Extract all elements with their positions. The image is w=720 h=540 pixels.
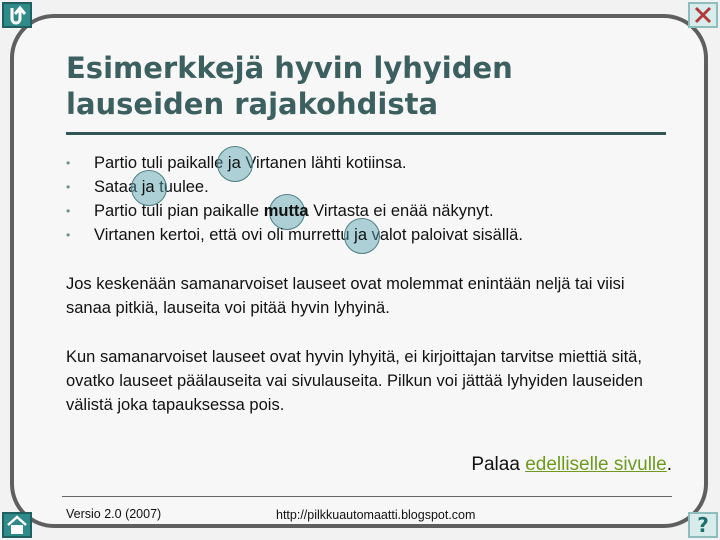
back-button[interactable]	[2, 2, 32, 28]
bullet-text: Virtanen kertoi, että ovi oli murrettu	[94, 226, 355, 244]
close-button[interactable]	[688, 2, 718, 28]
home-icon	[6, 515, 28, 535]
version-label: Versio 2.0 (2007)	[66, 507, 162, 521]
explanation-paragraph: Kun samanarvoiset lauseet ovat hyvin lyhyitä, ei kirjoittajan tarvitse miettiä sitä, ovatko lauseet päälauseita vai sivulauseita. Pilkun voi jättää lyhyiden lauseiden välistä joka tapauksessa pois.	[66, 348, 643, 414]
bullet-dot-icon: •	[66, 228, 71, 242]
close-x-icon	[694, 6, 712, 24]
list-item	[66, 151, 523, 175]
bullet-text: Virtasta ei enää näkynyt.	[308, 202, 494, 220]
previous-page-link[interactable]: edelliselle sivulle	[525, 454, 667, 475]
bullet-dot-icon: •	[66, 204, 71, 218]
explanation-paragraph: Jos keskenään samanarvoiset lauseet ovat molemmat enintään neljä tai viisi sanaa pitkiä, lauseita voi pitää hyvin lyhyinä.	[66, 275, 625, 317]
conjunction-highlight: mutta	[264, 199, 309, 223]
back-arrow-icon	[6, 5, 28, 25]
bullet-dot-icon: •	[66, 180, 71, 194]
conjunction-highlight: ja	[354, 223, 367, 247]
back-navigation	[471, 454, 672, 476]
bullet-text: Partio tuli pian paikalle	[94, 202, 264, 220]
bullet-text: Partio tuli paikalle	[94, 154, 228, 172]
bullet-text: Virtanen lähti kotiinsa.	[240, 154, 407, 172]
back-prefix: Palaa	[471, 454, 526, 475]
bullet-text: Sataa	[94, 178, 142, 196]
bullet-text: valot paloivat sisällä.	[367, 226, 523, 244]
example-list	[66, 151, 523, 247]
footer-divider	[62, 496, 672, 497]
bullet-text: tuulee.	[154, 178, 209, 196]
bullet-dot-icon: •	[66, 156, 71, 170]
slide-title: Esimerkkejä hyvin lyhyiden lauseiden rajakohdista	[66, 51, 513, 121]
home-button[interactable]	[2, 512, 32, 538]
list-item	[66, 223, 523, 247]
help-button[interactable]	[688, 512, 718, 538]
help-icon: ?	[697, 513, 709, 537]
conjunction-highlight: ja	[142, 175, 155, 199]
list-item	[66, 199, 523, 223]
site-url: http://pilkkuautomaatti.blogspot.com	[276, 508, 476, 522]
title-divider	[66, 132, 666, 135]
conjunction-highlight: ja	[228, 151, 241, 175]
back-suffix: .	[666, 454, 672, 475]
